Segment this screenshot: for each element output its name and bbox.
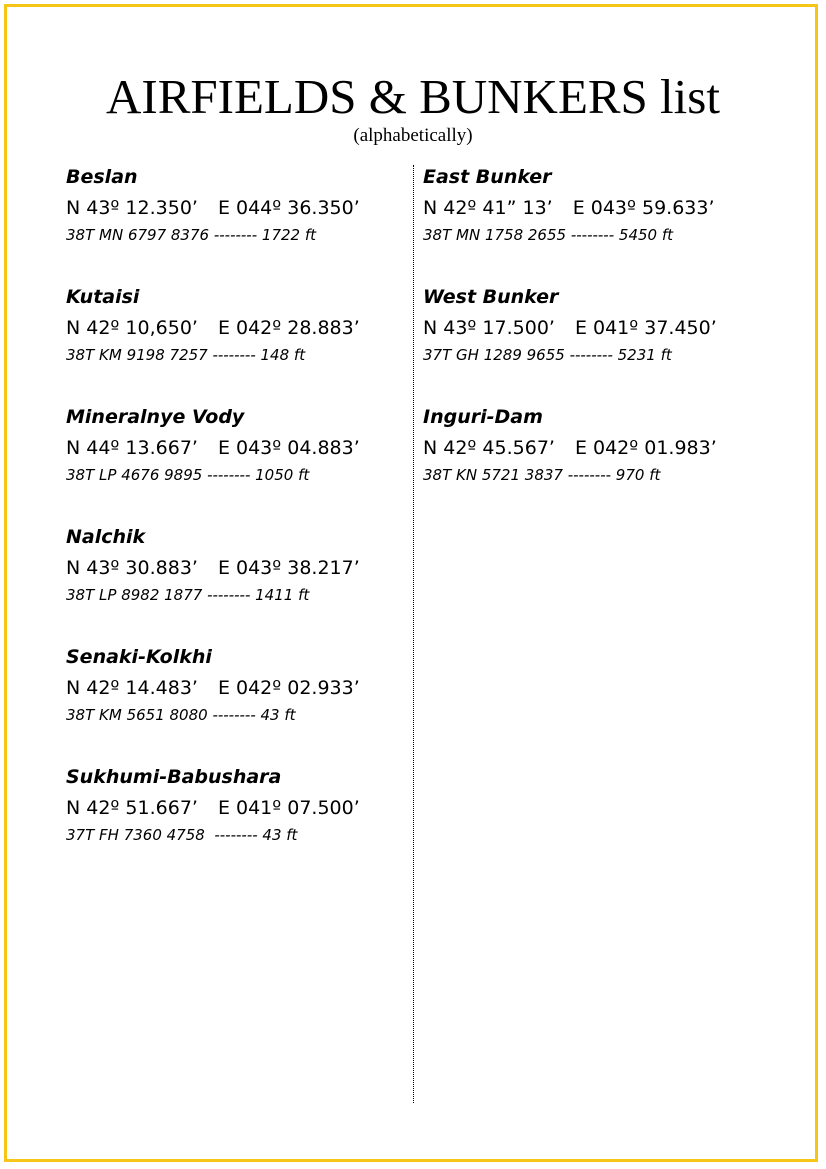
latitude: N 42º 41” 13’ <box>423 197 553 219</box>
grid-reference-elevation: 37T FH 7360 4758 -------- 43 ft <box>66 826 298 844</box>
location-coordinates <box>66 796 406 820</box>
location-entry <box>66 765 406 885</box>
location-name: Senaki-Kolkhi <box>66 646 212 668</box>
longitude: E 041º 07.500’ <box>217 797 360 819</box>
longitude: E 042º 01.983’ <box>574 437 717 459</box>
latitude: N 44º 13.667’ <box>66 437 198 459</box>
bunkers-column-right <box>423 165 783 525</box>
location-entry <box>423 285 783 405</box>
latitude: N 42º 14.483’ <box>66 677 198 699</box>
grid-reference-elevation: 38T KN 5721 3837 -------- 970 ft <box>423 466 661 484</box>
location-entry <box>423 405 783 525</box>
latitude: N 43º 30.883’ <box>66 557 198 579</box>
location-name: Nalchik <box>66 526 146 548</box>
longitude: E 042º 28.883’ <box>217 317 360 339</box>
location-coordinates <box>66 196 406 220</box>
location-name: Kutaisi <box>66 286 140 308</box>
grid-reference-elevation: 38T KM 9198 7257 -------- 148 ft <box>66 346 306 364</box>
grid-reference-elevation: 38T KM 5651 8080 -------- 43 ft <box>66 706 296 724</box>
longitude: E 043º 59.633’ <box>572 197 715 219</box>
location-entry <box>66 405 406 525</box>
location-name: Inguri-Dam <box>423 406 543 428</box>
location-name: West Bunker <box>423 286 559 308</box>
grid-reference-elevation: 38T MN 1758 2655 -------- 5450 ft <box>423 226 674 244</box>
location-coordinates <box>423 316 783 340</box>
location-coordinates <box>66 676 406 700</box>
longitude: E 042º 02.933’ <box>217 677 360 699</box>
longitude: E 041º 37.450’ <box>574 317 717 339</box>
document-title: AIRFIELDS & BUNKERS list <box>106 69 720 124</box>
location-entry <box>66 165 406 285</box>
location-coordinates <box>423 196 783 220</box>
grid-reference-elevation: 37T GH 1289 9655 -------- 5231 ft <box>423 346 672 364</box>
column-divider <box>413 165 414 1103</box>
location-entry <box>66 645 406 765</box>
longitude: E 043º 04.883’ <box>217 437 360 459</box>
location-name: Sukhumi-Babushara <box>66 766 282 788</box>
latitude: N 43º 17.500’ <box>423 317 555 339</box>
location-entry <box>66 525 406 645</box>
location-entry <box>66 285 406 405</box>
longitude: E 043º 38.217’ <box>217 557 360 579</box>
latitude: N 42º 45.567’ <box>423 437 555 459</box>
latitude: N 42º 10,650’ <box>66 317 198 339</box>
location-coordinates <box>66 556 406 580</box>
grid-reference-elevation: 38T LP 8982 1877 -------- 1411 ft <box>66 586 310 604</box>
location-coordinates <box>423 436 783 460</box>
latitude: N 43º 12.350’ <box>66 197 198 219</box>
location-name: East Bunker <box>423 166 552 188</box>
location-name: Mineralnye Vody <box>66 406 245 428</box>
document-subtitle: (alphabetically) <box>353 125 473 146</box>
longitude: E 044º 36.350’ <box>217 197 360 219</box>
latitude: N 42º 51.667’ <box>66 797 198 819</box>
grid-reference-elevation: 38T LP 4676 9895 -------- 1050 ft <box>66 466 310 484</box>
location-coordinates <box>66 436 406 460</box>
airfields-column-left <box>66 165 406 885</box>
location-coordinates <box>66 316 406 340</box>
location-entry <box>423 165 783 285</box>
location-name: Beslan <box>66 166 138 188</box>
grid-reference-elevation: 38T MN 6797 8376 -------- 1722 ft <box>66 226 317 244</box>
